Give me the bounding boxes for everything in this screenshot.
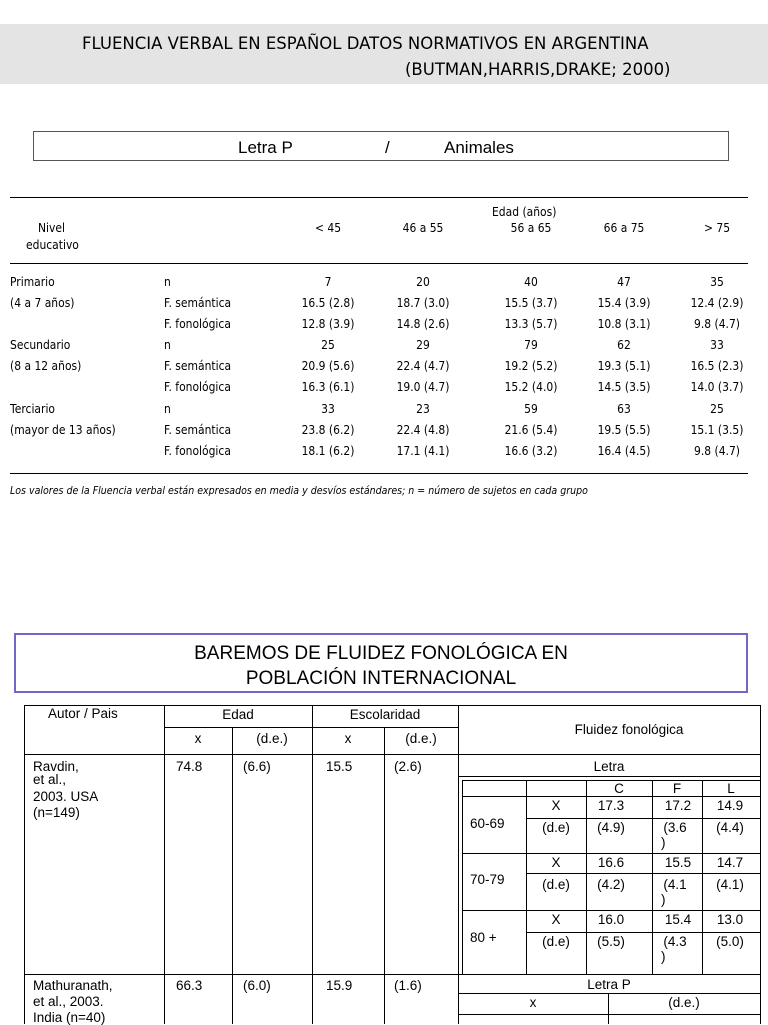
sd-value: (3.6 — [663, 820, 687, 835]
author-name: Ravdin, — [33, 759, 79, 774]
edad-x-value: 66.3 — [176, 978, 203, 993]
table-cell: 13.3 (5.7) — [504, 316, 558, 331]
table-cell: 15.5 (3.7) — [504, 295, 558, 310]
mean-row-label: X — [551, 855, 561, 870]
age-col-header: 66 a 75 — [603, 220, 645, 235]
table-cell: 9.8 (4.7) — [693, 316, 741, 331]
table-footnote: Los valores de la Fluencia verbal están expresados en media y desvíos estándares; n = número de sujetos en cada grupo — [10, 484, 588, 497]
mean-row-label: X — [551, 798, 561, 813]
edad-x-value: 74.8 — [176, 759, 203, 774]
letter-l: L — [727, 781, 735, 796]
table-cell: 14.5 (3.5) — [597, 379, 651, 394]
table-cell: 12.4 (2.9) — [690, 295, 744, 310]
table-cell: 20 — [416, 274, 430, 289]
author-name: (n=149) — [33, 805, 80, 820]
education-level-label: Terciario — [10, 401, 56, 416]
table-cell: 19.5 (5.5) — [597, 422, 651, 437]
table-cell: 19.0 (4.7) — [396, 379, 450, 394]
age-range-label: 80 + — [470, 930, 497, 945]
table-header-rule — [10, 263, 748, 264]
sd-row-label: (d.e) — [542, 934, 570, 949]
table-cell: 12.8 (3.9) — [301, 316, 355, 331]
sd-value: (4.1) — [716, 877, 744, 892]
letra-p-header: Letra P — [587, 977, 631, 992]
sd-wrap: ) — [661, 892, 666, 907]
education-level-label: Secundario — [10, 337, 71, 352]
document-header — [0, 24, 768, 84]
header-title: FLUENCIA VERBAL EN ESPAÑOL DATOS NORMATIVOS EN ARGENTINA — [82, 34, 649, 53]
sd-row-label: (d.e) — [542, 820, 570, 835]
nivel-header: Nivel — [38, 220, 65, 235]
table-cell: 22.4 (4.8) — [396, 422, 450, 437]
measure-label: n — [164, 274, 171, 289]
esc-de-value: (2.6) — [394, 759, 422, 774]
table-cell: 15.1 (3.5) — [690, 422, 744, 437]
table-cell: 16.6 (3.2) — [504, 443, 558, 458]
table-cell: 15.4 (3.9) — [597, 295, 651, 310]
age-col-header: 56 a 65 — [510, 220, 552, 235]
educativo-header: educativo — [26, 237, 79, 252]
age-range-label: 70-79 — [470, 872, 505, 887]
age-col-header: < 45 — [314, 220, 342, 235]
table-cell: 20.9 (5.6) — [301, 358, 355, 373]
letter-p-label: Letra P — [238, 138, 293, 157]
autor-pais-header: Autor / Pais — [48, 706, 118, 721]
sd-value: (5.5) — [597, 934, 625, 949]
edad-de-value: (6.6) — [243, 759, 271, 774]
table-cell: 22.4 (4.7) — [396, 358, 450, 373]
letter-f: F — [672, 781, 682, 796]
table-top-rule — [10, 197, 748, 198]
separator: / — [385, 138, 390, 157]
author-name: et al., 2003. — [33, 994, 104, 1009]
sd-value: (5.0) — [716, 934, 744, 949]
table-cell: 40 — [524, 274, 538, 289]
table-cell: 18.7 (3.0) — [396, 295, 450, 310]
education-level-label: (8 a 12 años) — [10, 358, 82, 373]
table-cell: 21.6 (5.4) — [504, 422, 558, 437]
table-cell: 23 — [416, 401, 430, 416]
header-citation: (BUTMAN,HARRIS,DRAKE; 2000) — [405, 60, 671, 79]
table-cell: 10.8 (3.1) — [597, 316, 651, 331]
table-cell: 62 — [617, 337, 631, 352]
table-cell: 18.1 (6.2) — [301, 443, 355, 458]
table-cell: 16.5 (2.8) — [301, 295, 355, 310]
table-cell: 63 — [617, 401, 631, 416]
table-cell: 9.8 (4.7) — [693, 443, 741, 458]
fluidez-header: Fluidez fonológica — [574, 722, 684, 737]
edad-header: Edad — [222, 707, 254, 722]
x-header: x — [529, 995, 537, 1010]
table-cell: 15.2 (4.0) — [504, 379, 558, 394]
education-level-label: (mayor de 13 años) — [10, 422, 116, 437]
international-title-line2: POBLACIÓN INTERNACIONAL — [245, 668, 517, 689]
sd-row-label: (d.e) — [542, 877, 570, 892]
table-cell: 7 — [324, 274, 332, 289]
table-bottom-rule — [10, 473, 748, 474]
esc-x-header: x — [344, 731, 352, 746]
table-cell: 33 — [321, 401, 335, 416]
letter-animals-box — [33, 131, 729, 161]
author-name: et al., — [33, 772, 67, 787]
mean-value: 16.0 — [597, 912, 625, 927]
table-cell: 25 — [710, 401, 724, 416]
table-cell: 47 — [617, 274, 631, 289]
age-col-header: > 75 — [703, 220, 731, 235]
age-range-label: 60-69 — [470, 816, 505, 831]
author-name: Mathuranath, — [33, 978, 113, 993]
table-cell: 35 — [710, 274, 724, 289]
mean-value: 14.7 — [716, 855, 744, 870]
de-header: (d.e.) — [668, 995, 700, 1010]
age-col-header: 46 a 55 — [402, 220, 444, 235]
mean-value: 13.0 — [716, 912, 744, 927]
sd-value: (4.2) — [597, 877, 625, 892]
letter-c: C — [614, 781, 624, 796]
edad-de-value: (6.0) — [243, 978, 271, 993]
table-cell: 16.5 (2.3) — [690, 358, 744, 373]
table-cell: 33 — [710, 337, 724, 352]
sd-wrap: ) — [661, 835, 666, 850]
mean-value: 15.4 — [664, 912, 692, 927]
mean-row-label: X — [551, 912, 561, 927]
mean-value: 14.9 — [716, 798, 744, 813]
edad-header: Edad (años) — [492, 204, 557, 219]
sd-wrap: ) — [661, 949, 666, 964]
author-name: 2003. USA — [33, 789, 99, 804]
esc-x-value: 15.9 — [326, 978, 353, 993]
mean-value: 16.6 — [597, 855, 625, 870]
table-cell: 25 — [321, 337, 335, 352]
measure-label: F. semántica — [164, 358, 232, 373]
animals-label: Animales — [444, 138, 514, 157]
table-cell: 79 — [524, 337, 538, 352]
measure-label: F. semántica — [164, 422, 232, 437]
escolaridad-header: Escolaridad — [349, 707, 421, 722]
table-cell: 14.8 (2.6) — [396, 316, 450, 331]
table-cell: 23.8 (6.2) — [301, 422, 355, 437]
table-cell: 16.3 (6.1) — [301, 379, 355, 394]
table-cell: 16.4 (4.5) — [597, 443, 651, 458]
table-cell: 17.1 (4.1) — [396, 443, 450, 458]
mean-value: 17.2 — [664, 798, 692, 813]
table-cell: 29 — [416, 337, 430, 352]
measure-label: F. fonológica — [164, 379, 231, 394]
esc-x-value: 15.5 — [326, 759, 353, 774]
esc-de-value: (1.6) — [394, 978, 422, 993]
international-title-line1: BAREMOS DE FLUIDEZ FONOLÓGICA EN — [194, 643, 568, 664]
esc-de-header: (d.e.) — [405, 731, 437, 746]
author-name: India (n=40) — [33, 1010, 106, 1025]
edad-x-header: x — [194, 731, 202, 746]
sd-value: (4.9) — [597, 820, 625, 835]
sd-value: (4.4) — [716, 820, 744, 835]
education-level-label: Primario — [10, 274, 55, 289]
mean-value: 17.3 — [597, 798, 625, 813]
measure-label: F. fonológica — [164, 443, 231, 458]
measure-label: n — [164, 401, 171, 416]
education-level-label: (4 a 7 años) — [10, 295, 75, 310]
edad-de-header: (d.e.) — [256, 731, 288, 746]
table-cell: 14.0 (3.7) — [690, 379, 744, 394]
table-cell: 19.2 (5.2) — [504, 358, 558, 373]
measure-label: F. semántica — [164, 295, 232, 310]
sd-value: (4.3 — [663, 934, 687, 949]
table-cell: 59 — [524, 401, 538, 416]
table-cell: 19.3 (5.1) — [597, 358, 651, 373]
sd-value: (4.1 — [663, 877, 687, 892]
mean-value: 15.5 — [664, 855, 692, 870]
international-title-box — [14, 633, 748, 693]
measure-label: F. fonológica — [164, 316, 231, 331]
letra-header: Letra — [593, 759, 625, 774]
measure-label: n — [164, 337, 171, 352]
